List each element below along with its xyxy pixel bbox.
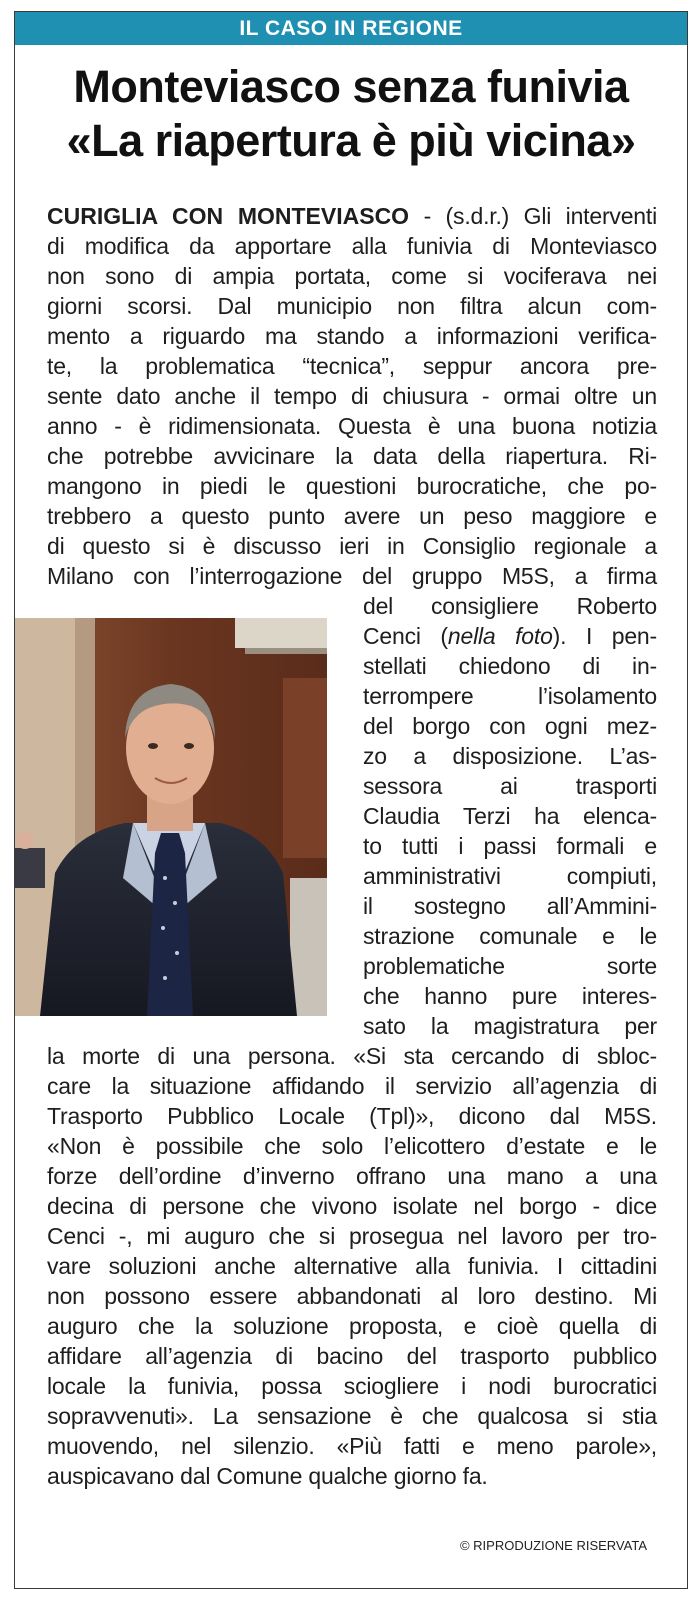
- body-line: vare soluzioni anche alternative alla funivia. I cittadini: [47, 1253, 657, 1279]
- article-frame: [14, 11, 688, 1589]
- body-line: forze dell’ordine d’inverno offrano una mano a una: [47, 1163, 657, 1189]
- body-line: sato la magistratura per: [363, 1013, 657, 1039]
- dateline: CURIGLIA CON MONTEVIASCO: [47, 203, 410, 229]
- body-line: Claudia Terzi ha elenca-: [363, 803, 657, 829]
- body-line: muovendo, nel silenzio. «Più fatti e meno parole»,: [47, 1433, 657, 1459]
- body-line: il sostegno all’Ammini-: [363, 893, 657, 919]
- body-line: del borgo con ogni mez-: [363, 713, 657, 739]
- body-line: Cenci (nella foto). I pen-: [363, 623, 657, 649]
- headline: [15, 60, 687, 168]
- body-line: trebbero a questo punto avere un peso maggiore e: [47, 503, 657, 529]
- body-line: Trasporto Pubblico Locale (Tpl)», dicono dal M5S.: [47, 1103, 657, 1129]
- portrait-photo: [15, 618, 327, 1016]
- body-line: mangono in piedi le questioni burocratiche, che po-: [47, 473, 657, 499]
- body-line: la morte di una persona. «Si sta cercando di sbloc-: [47, 1043, 657, 1069]
- body-line: anno - è ridimensionata. Questa è una buona notizia: [47, 413, 657, 439]
- body-line: affidare all’agenzia di bacino del trasporto pubblico: [47, 1343, 657, 1369]
- body-line: locale la funivia, possa sciogliere i nodi burocratici: [47, 1373, 657, 1399]
- body-line: CURIGLIA CON MONTEVIASCO - (s.d.r.) Gli interventi: [47, 203, 657, 229]
- body-line: del consigliere Roberto: [363, 593, 657, 619]
- body-line: Cenci -, mi auguro che si prosegua nel lavoro per tro-: [47, 1223, 657, 1249]
- portrait-illustration: [15, 618, 327, 1016]
- body-line: Milano con l’interrogazione del gruppo M5S, a firma: [47, 563, 657, 589]
- body-line: to tutti i passi formali e: [363, 833, 657, 859]
- body-line: auspicavano dal Comune qualche giorno fa.: [47, 1463, 488, 1489]
- body-line: terrompere l’isolamento: [363, 683, 657, 709]
- body-line: stellati chiedono di in-: [363, 653, 657, 679]
- body-line: zo a disposizione. L’as-: [363, 743, 657, 769]
- body-line: amministrativi compiuti,: [363, 863, 657, 889]
- copyright-notice: © RIPRODUZIONE RISERVATA: [459, 1538, 647, 1553]
- body-line: decina di persone che vivono isolate nel borgo - dice: [47, 1193, 657, 1219]
- body-line: giorni scorsi. Dal municipio non filtra alcun com-: [47, 293, 657, 319]
- body-line: sessora ai trasporti: [363, 773, 657, 799]
- body-line: di modifica da apportare alla funivia di Monteviasco: [47, 233, 657, 259]
- body-line: non possono essere abbandonati al loro destino. Mi: [47, 1283, 657, 1309]
- body-line: non sono di ampia portata, come si vociferava nei: [47, 263, 657, 289]
- headline-line-2: «La riapertura è più vicina»: [66, 115, 636, 166]
- body-line: «Non è possibile che solo l’elicottero d’estate e le: [47, 1133, 657, 1159]
- body-line: mento a riguardo ma stando a informazioni verifica-: [47, 323, 657, 349]
- headline-line-1: Monteviasco senza funivia: [73, 61, 629, 112]
- body-line: sente dato anche il tempo di chiusura - ormai oltre un: [47, 383, 657, 409]
- section-banner: IL CASO IN REGIONE: [15, 12, 687, 45]
- body-line: problematiche sorte: [363, 953, 657, 979]
- body-line: che hanno pure interes-: [363, 983, 657, 1009]
- photo-reference: nella foto: [447, 623, 553, 649]
- body-line: care la situazione affidando il servizio all’agenzia di: [47, 1073, 657, 1099]
- body-line: di questo si è discusso ieri in Consiglio regionale a: [47, 533, 657, 559]
- body-line: che potrebbe avvicinare la data della riapertura. Ri-: [47, 443, 657, 469]
- body-line: sopravvenuti». La sensazione è che qualcosa si stia: [47, 1403, 657, 1429]
- body-line: te, la problematica “tecnica”, seppur ancora pre-: [47, 353, 657, 379]
- body-line: strazione comunale e le: [363, 923, 657, 949]
- body-line: auguro che la soluzione proposta, e cioè quella di: [47, 1313, 657, 1339]
